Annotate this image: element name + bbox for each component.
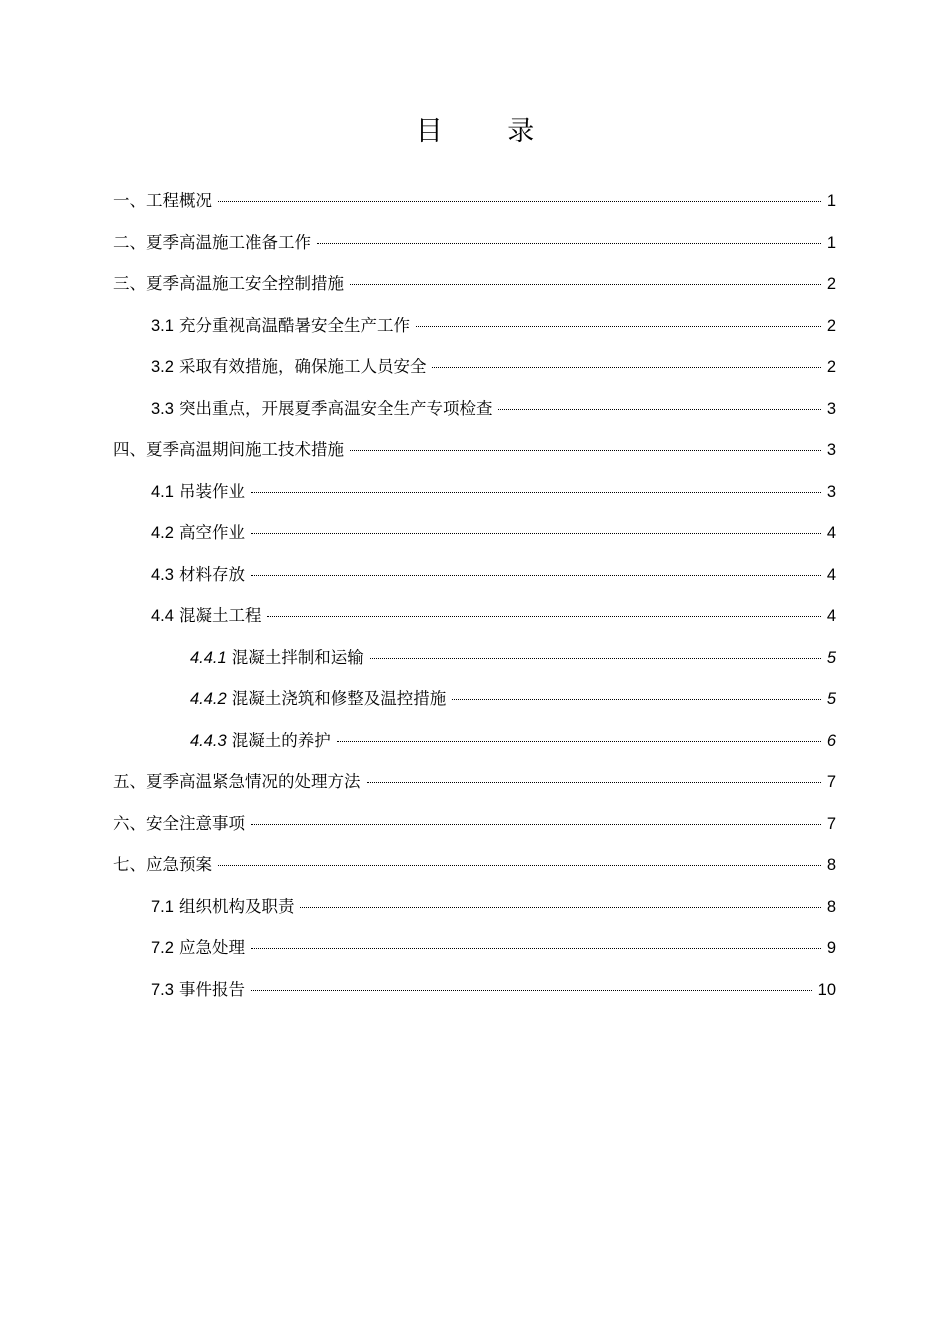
toc-entry-title: 采取有效措施，确保施工人员安全 bbox=[178, 357, 427, 376]
toc-entry-page-number: 4 bbox=[826, 607, 836, 625]
toc-entry-title: 七、应急预案 bbox=[113, 855, 212, 874]
toc-entry-page-number: 2 bbox=[826, 316, 836, 335]
toc-entry-page-number: 2 bbox=[826, 275, 836, 293]
dot-leader bbox=[317, 242, 821, 244]
dot-leader bbox=[350, 449, 821, 451]
dot-leader bbox=[267, 615, 820, 617]
toc-entry-title: 一、工程概况 bbox=[113, 191, 212, 210]
toc-entry-title: 材料存放 bbox=[178, 564, 245, 584]
toc-entry[interactable] bbox=[113, 512, 836, 554]
toc-entry-number: 4.4 bbox=[151, 607, 174, 625]
toc-entry-page-number: 7 bbox=[826, 773, 836, 791]
toc-entry-page-number: 1 bbox=[826, 192, 836, 210]
toc-entry-number: 4.1 bbox=[151, 482, 174, 501]
toc-entry-title: 混凝土工程 bbox=[178, 606, 262, 625]
dot-leader bbox=[251, 947, 821, 949]
dot-leader bbox=[300, 906, 820, 908]
toc-entry-page-number: 8 bbox=[826, 897, 836, 916]
dot-leader bbox=[251, 989, 812, 991]
toc-entry-page-number: 3 bbox=[826, 482, 836, 501]
toc-entry-page-number: 4 bbox=[826, 524, 836, 542]
page-title: 目 录 bbox=[415, 116, 563, 147]
toc-entry-title: 六、安全注意事项 bbox=[113, 813, 245, 833]
toc-entry[interactable] bbox=[113, 346, 836, 388]
toc-entry-title: 混凝土浇筑和修整及温控措施 bbox=[231, 689, 447, 708]
toc-entry-number: 7.2 bbox=[151, 939, 174, 957]
toc-entry[interactable] bbox=[113, 554, 836, 596]
toc-entry-title: 五、夏季高温紧急情况的处理方法 bbox=[113, 772, 361, 791]
dot-leader bbox=[370, 657, 821, 659]
toc-entry-page-number: 4 bbox=[826, 565, 836, 584]
toc-entry[interactable] bbox=[113, 720, 836, 762]
toc-entry-title: 高空作业 bbox=[178, 523, 245, 542]
toc-entry-page-number: 1 bbox=[826, 233, 836, 252]
toc-entry-page-number: 6 bbox=[826, 731, 836, 750]
dot-leader bbox=[218, 864, 821, 866]
toc-entry-number: 4.4.2 bbox=[190, 690, 227, 708]
toc-entry-title: 吊装作业 bbox=[178, 481, 245, 501]
toc-entry[interactable] bbox=[113, 305, 836, 347]
toc-entry[interactable] bbox=[113, 388, 836, 430]
toc-entry-title: 三、夏季高温施工安全控制措施 bbox=[113, 274, 344, 293]
toc-entry[interactable] bbox=[113, 927, 836, 969]
toc-entry-number: 3.1 bbox=[151, 316, 174, 335]
toc-entry-title: 二、夏季高温施工准备工作 bbox=[113, 232, 311, 252]
dot-leader bbox=[337, 740, 821, 742]
toc-entry-page-number: 10 bbox=[817, 980, 836, 999]
dot-leader bbox=[251, 574, 821, 576]
toc-entry-page-number: 5 bbox=[826, 690, 836, 708]
toc-entry[interactable] bbox=[113, 678, 836, 720]
toc-entry-title: 组织机构及职责 bbox=[178, 896, 295, 916]
toc-entry[interactable] bbox=[113, 180, 836, 222]
toc-entry-title: 应急处理 bbox=[178, 938, 245, 957]
toc-entry-title: 四、夏季高温期间施工技术措施 bbox=[113, 440, 344, 459]
toc-entry[interactable] bbox=[113, 263, 836, 305]
toc-entry-number: 4.2 bbox=[151, 524, 174, 542]
dot-leader bbox=[218, 200, 821, 202]
toc-entry[interactable] bbox=[113, 803, 836, 845]
dot-leader bbox=[498, 408, 820, 410]
toc-entry-title: 混凝土拌制和运输 bbox=[231, 647, 364, 667]
toc-entry-page-number: 3 bbox=[826, 441, 836, 459]
toc-entry[interactable] bbox=[113, 471, 836, 513]
toc-entry-number: 7.3 bbox=[151, 980, 174, 999]
dot-leader bbox=[416, 325, 821, 327]
toc-entry-number: 4.4.3 bbox=[190, 731, 227, 750]
toc-entry[interactable] bbox=[113, 637, 836, 679]
toc-entry-page-number: 7 bbox=[826, 814, 836, 833]
toc-entry[interactable] bbox=[113, 844, 836, 886]
dot-leader bbox=[367, 781, 821, 783]
table-of-contents bbox=[113, 180, 836, 1010]
toc-entry[interactable] bbox=[113, 595, 836, 637]
toc-entry-number: 3.2 bbox=[151, 358, 174, 376]
toc-entry[interactable] bbox=[113, 886, 836, 928]
dot-leader bbox=[452, 698, 821, 700]
toc-entry[interactable] bbox=[113, 761, 836, 803]
toc-entry-title: 事件报告 bbox=[178, 979, 245, 999]
dot-leader bbox=[251, 823, 821, 825]
toc-entry-page-number: 9 bbox=[826, 939, 836, 957]
toc-entry-page-number: 8 bbox=[826, 856, 836, 874]
toc-entry-title: 突出重点，开展夏季高温安全生产专项检查 bbox=[178, 398, 493, 418]
toc-entry[interactable] bbox=[113, 429, 836, 471]
toc-entry-number: 3.3 bbox=[151, 399, 174, 418]
dot-leader bbox=[251, 532, 821, 534]
dot-leader bbox=[350, 283, 821, 285]
toc-entry-title: 混凝土的养护 bbox=[231, 730, 331, 750]
toc-entry[interactable] bbox=[113, 222, 836, 264]
dot-leader bbox=[432, 366, 820, 368]
toc-entry-page-number: 3 bbox=[826, 399, 836, 418]
toc-entry-page-number: 5 bbox=[826, 648, 836, 667]
toc-entry-page-number: 2 bbox=[826, 358, 836, 376]
toc-entry-number: 4.4.1 bbox=[190, 648, 227, 667]
dot-leader bbox=[251, 491, 821, 493]
toc-entry[interactable] bbox=[113, 969, 836, 1011]
toc-entry-title: 充分重视高温酷暑安全生产工作 bbox=[178, 315, 410, 335]
toc-entry-number: 4.3 bbox=[151, 565, 174, 584]
toc-entry-number: 7.1 bbox=[151, 897, 174, 916]
